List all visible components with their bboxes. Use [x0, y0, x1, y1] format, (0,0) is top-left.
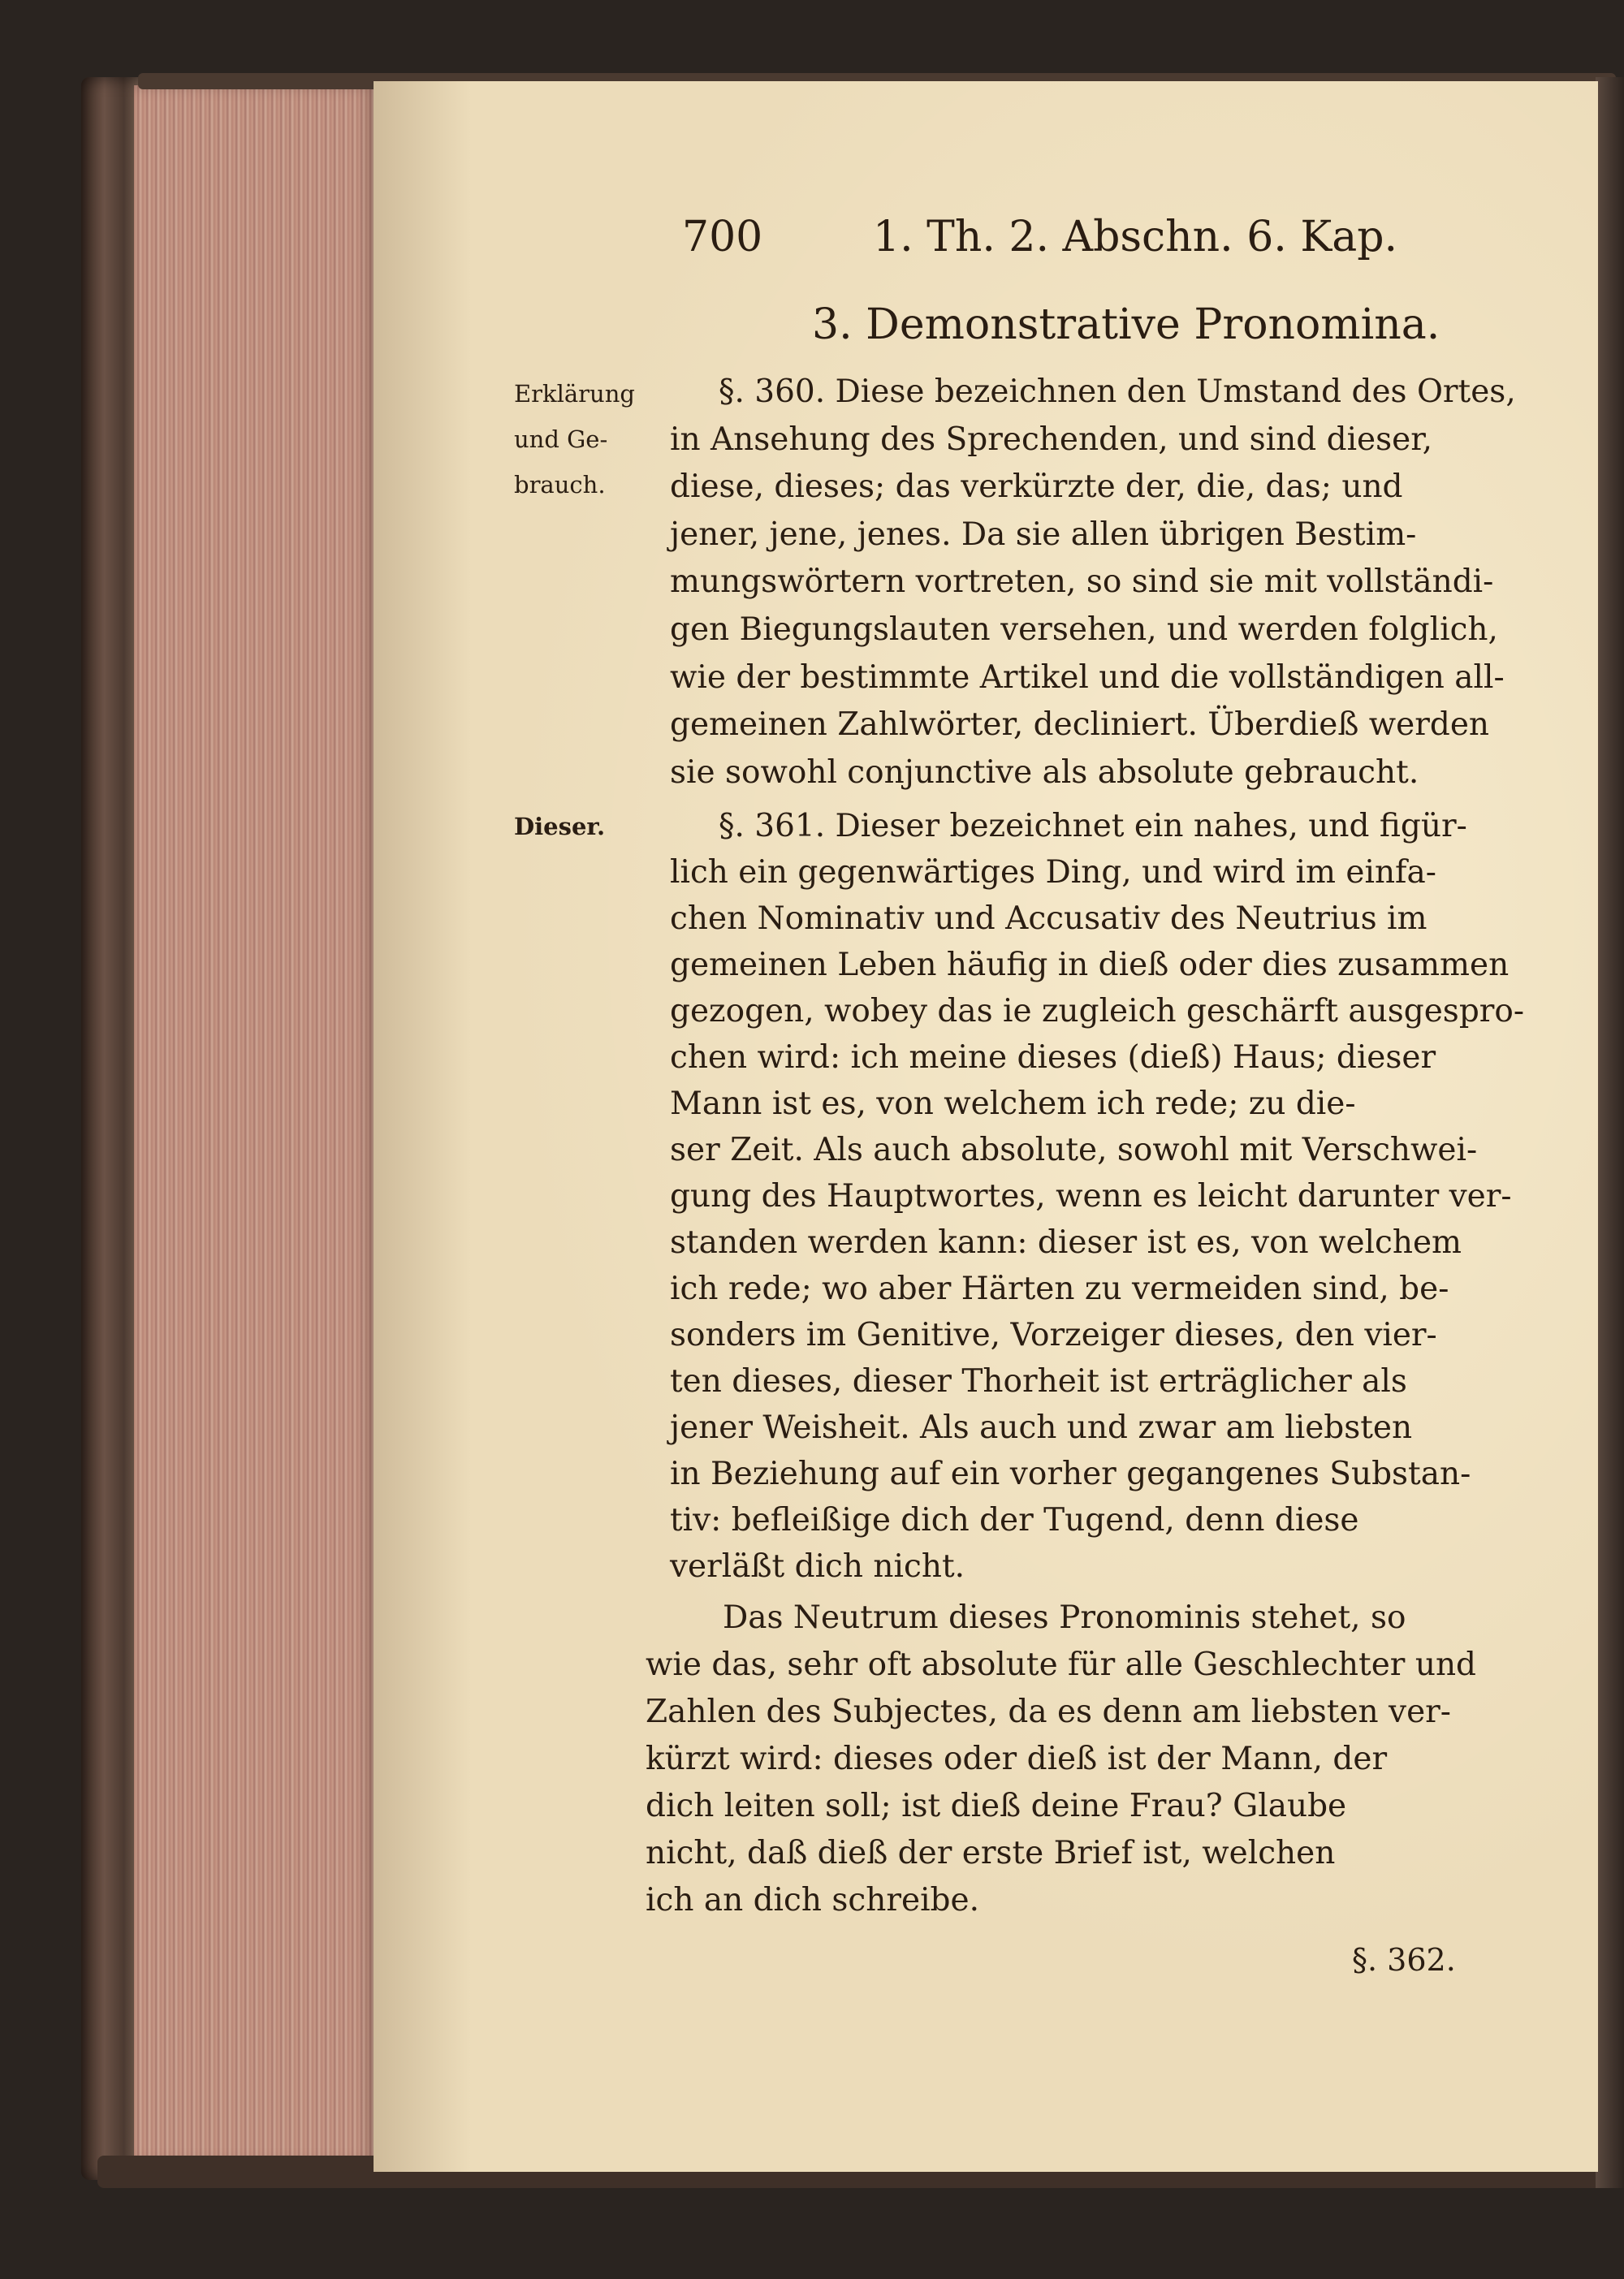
text-line: ich an dich schreibe. — [646, 1882, 980, 1919]
margin-note-dieser: Dieser. — [514, 813, 606, 840]
text-line: Das Neutrum dieses Pronominis stehet, so — [723, 1599, 1406, 1636]
text-line: sie sowohl conjunctive als absolute gebraucht. — [670, 754, 1419, 791]
section-title: 3. Demonstrative Pronomina. — [812, 300, 1440, 349]
text-line: standen werden kann: dieser ist es, von welchem — [670, 1224, 1462, 1261]
text-line: nicht, daß dieß der erste Brief ist, welchen — [646, 1835, 1336, 1871]
text-line: gen Biegungslauten versehen, und werden folglich, — [670, 611, 1498, 648]
text-line: Mann ist es, von welchem ich rede; zu die- — [670, 1086, 1356, 1122]
right-page-edge — [1596, 77, 1624, 2188]
margin-note-line: und Ge- — [514, 425, 608, 453]
text-line: §. 360. Diese bezeichnen den Umstand des Ortes, — [719, 373, 1516, 410]
running-head: 1. Th. 2. Abschn. 6. Kap. — [873, 213, 1398, 261]
text-line: sonders im Genitive, Vorzeiger dieses, den vier- — [670, 1317, 1437, 1353]
text-line: ich rede; wo aber Härten zu vermeiden sind, be- — [670, 1271, 1449, 1307]
text-line: mungswörtern vortreten, so sind sie mit vollständi- — [670, 563, 1494, 600]
text-line: chen Nominativ und Accusativ des Neutrius im — [670, 900, 1427, 937]
text-line: lich ein gegenwärtiges Ding, und wird im einfa- — [670, 854, 1436, 891]
margin-note-line: Erklärung — [514, 380, 635, 408]
page-edges — [134, 85, 378, 2164]
text-line: dich leiten soll; ist dieß deine Frau? Glaube — [646, 1788, 1347, 1824]
margin-note-explanation — [514, 371, 635, 507]
text-line: gung des Hauptwortes, wenn es leicht darunter ver- — [670, 1178, 1512, 1215]
text-line: ten dieses, dieser Thorheit ist erträglicher als — [670, 1363, 1407, 1400]
page-number: 700 — [682, 213, 763, 261]
margin-note-line: brauch. — [514, 471, 606, 499]
text-line: in Beziehung auf ein vorher gegangenes Substan- — [670, 1456, 1471, 1492]
text-line: wie das, sehr oft absolute für alle Geschlechter und — [646, 1647, 1477, 1683]
text-line: jener Weisheit. Als auch und zwar am liebsten — [670, 1409, 1413, 1446]
text-line: kürzt wird: dieses oder dieß ist der Mann, der — [646, 1741, 1388, 1777]
text-line: jener, jene, jenes. Da sie allen übrigen Bestim- — [670, 516, 1417, 553]
text-line: ser Zeit. Als auch absolute, sowohl mit Verschwei- — [670, 1132, 1478, 1168]
text-line: verläßt dich nicht. — [670, 1548, 965, 1585]
text-line: Zahlen des Subjectes, da es denn am liebsten ver- — [646, 1694, 1451, 1730]
text-line: gemeinen Leben häufig in dieß oder dies zusammen — [670, 947, 1510, 983]
text-line: gezogen, wobey das ie zugleich geschärft ausgespro- — [670, 993, 1525, 1029]
text-line: tiv: befleißige dich der Tugend, denn diese — [670, 1502, 1359, 1539]
text-line: chen wird: ich meine dieses (dieß) Haus; dieser — [670, 1039, 1436, 1076]
text-line: gemeinen Zahlwörter, decliniert. Überdieß werden — [670, 706, 1490, 743]
catchword: §. 362. — [1352, 1942, 1456, 1978]
text-line: §. 361. Dieser bezeichnet ein nahes, und figür- — [719, 808, 1467, 844]
text-line: diese, dieses; das verkürzte der, die, das; und — [670, 468, 1403, 505]
text-line: in Ansehung des Sprechenden, und sind dieser, — [670, 421, 1432, 458]
text-line: wie der bestimmte Artikel und die vollständigen all- — [670, 659, 1505, 696]
